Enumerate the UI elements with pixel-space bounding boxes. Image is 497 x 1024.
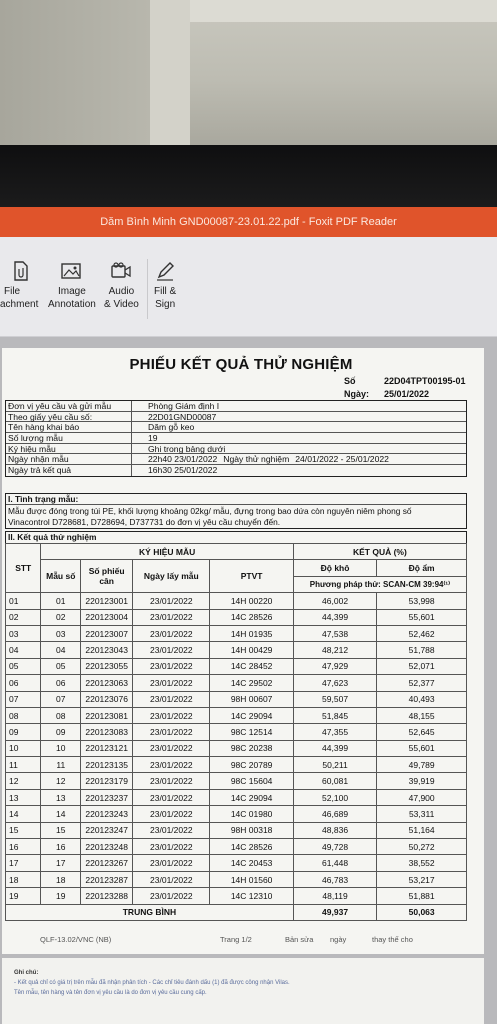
col-ngay-lay: Ngày lấy mẫu	[133, 560, 210, 593]
cell-mau-so: 17	[41, 855, 81, 871]
cell-so-phieu: 220123267	[81, 855, 133, 871]
fill-sign-button[interactable]: Fill & Sign	[154, 261, 176, 311]
cell-do-kho: 47,623	[293, 675, 376, 691]
cell-ptvt: 14H 00429	[210, 642, 293, 658]
table-row	[6, 609, 467, 625]
cell-do-am: 38,552	[377, 855, 467, 871]
cell-ptvt: 14H 01560	[210, 871, 293, 887]
table-row	[6, 806, 467, 822]
window-title: Dăm Bình Minh GND00087-23.01.22.pdf - Foxit PDF Reader	[100, 216, 397, 228]
table-row	[6, 822, 467, 838]
average-do-am: 50,063	[377, 904, 467, 920]
cell-do-am: 52,071	[377, 658, 467, 674]
cell-ngay-lay: 23/01/2022	[133, 642, 210, 658]
background-room	[0, 0, 497, 145]
cell-ngay-lay: 23/01/2022	[133, 822, 210, 838]
cell-stt: 19	[6, 888, 41, 904]
cell-so-phieu: 220123247	[81, 822, 133, 838]
col-ptvt: PTVT	[210, 560, 293, 593]
cell-do-am: 47,900	[377, 789, 467, 805]
cell-do-kho: 46,689	[293, 806, 376, 822]
cell-ptvt: 98C 12514	[210, 724, 293, 740]
cell-do-kho: 47,355	[293, 724, 376, 740]
table-row	[6, 871, 467, 887]
table-row	[6, 625, 467, 641]
ribbon-toolbar	[0, 237, 497, 337]
col-ky-hieu: KÝ HIỆU MẪU	[41, 544, 293, 560]
col-do-am: Độ ẩm	[377, 560, 467, 576]
cell-ngay-lay: 23/01/2022	[133, 871, 210, 887]
sample-condition-section: I. Tình trạng mẫu: Mẫu được đóng trong túi PE, khối lượng khoảng 02kg/ mẫu, đựng trong bao dứa còn nguyên niêm phong số Vinacontrol D728681, D728694, D737731 do đơn vị yêu cầu chuyển đến.	[5, 493, 467, 529]
cell-do-kho: 50,211	[293, 757, 376, 773]
cell-ngay-lay: 23/01/2022	[133, 691, 210, 707]
cell-so-phieu: 220123081	[81, 707, 133, 723]
cell-ptvt: 14C 12310	[210, 888, 293, 904]
average-label: TRUNG BÌNH	[6, 904, 294, 920]
col-so-phieu: Số phiếu cân	[81, 560, 133, 593]
cell-stt: 01	[6, 593, 41, 609]
table-row	[6, 593, 467, 609]
cell-stt: 16	[6, 839, 41, 855]
cell-so-phieu: 220123083	[81, 724, 133, 740]
cell-stt: 07	[6, 691, 41, 707]
ngay-label: Ngày:	[344, 389, 370, 399]
cell-do-kho: 60,081	[293, 773, 376, 789]
results-section: II. Kết quả thử nghiệm	[5, 531, 467, 543]
cell-stt: 12	[6, 773, 41, 789]
cell-do-kho: 59,507	[293, 691, 376, 707]
cell-do-am: 52,377	[377, 675, 467, 691]
cell-stt: 10	[6, 740, 41, 756]
table-row	[6, 789, 467, 805]
cell-do-am: 53,998	[377, 593, 467, 609]
cell-so-phieu: 220123179	[81, 773, 133, 789]
cell-do-am: 53,311	[377, 806, 467, 822]
cell-do-kho: 47,929	[293, 658, 376, 674]
cell-mau-so: 10	[41, 740, 81, 756]
document-title: PHIẾU KẾT QUẢ THỬ NGHIỆM	[129, 356, 353, 373]
cell-so-phieu: 220123288	[81, 888, 133, 904]
table-row	[6, 675, 467, 691]
cell-stt: 13	[6, 789, 41, 805]
cell-ptvt: 14C 29094	[210, 707, 293, 723]
cell-mau-so: 19	[41, 888, 81, 904]
cell-so-phieu: 220123243	[81, 806, 133, 822]
cell-mau-so: 18	[41, 871, 81, 887]
cell-ngay-lay: 23/01/2022	[133, 839, 210, 855]
cell-do-am: 53,217	[377, 871, 467, 887]
cell-so-phieu: 220123121	[81, 740, 133, 756]
cell-do-am: 55,601	[377, 740, 467, 756]
cell-do-kho: 46,002	[293, 593, 376, 609]
so-value: 22D04TPT00195-01	[384, 376, 466, 386]
table-row	[6, 642, 467, 658]
cell-ngay-lay: 23/01/2022	[133, 658, 210, 674]
cell-so-phieu: 220123004	[81, 609, 133, 625]
results-table	[5, 543, 467, 921]
cell-ptvt: 98C 20238	[210, 740, 293, 756]
cell-ngay-lay: 23/01/2022	[133, 773, 210, 789]
file-attachment-button[interactable]: File achment	[4, 261, 38, 311]
cell-ngay-lay: 23/01/2022	[133, 740, 210, 756]
ribbon-separator	[147, 259, 148, 319]
table-row	[6, 773, 467, 789]
cell-stt: 08	[6, 707, 41, 723]
table-row	[6, 658, 467, 674]
cell-so-phieu: 220123043	[81, 642, 133, 658]
table-row	[6, 724, 467, 740]
col-stt: STT	[6, 544, 41, 593]
cell-do-kho: 48,119	[293, 888, 376, 904]
cell-ngay-lay: 23/01/2022	[133, 675, 210, 691]
cell-mau-so: 12	[41, 773, 81, 789]
cell-ngay-lay: 23/01/2022	[133, 593, 210, 609]
cell-ptvt: 14C 20453	[210, 855, 293, 871]
cell-do-am: 51,788	[377, 642, 467, 658]
form-code: QLF-13.02/VNC (NB)	[40, 935, 112, 944]
cell-stt: 02	[6, 609, 41, 625]
audio-video-button[interactable]: Audio & Video	[104, 261, 139, 311]
cell-ptvt: 98H 00318	[210, 822, 293, 838]
cell-ptvt: 14C 29502	[210, 675, 293, 691]
cell-do-am: 51,881	[377, 888, 467, 904]
cell-ngay-lay: 23/01/2022	[133, 806, 210, 822]
cell-do-kho: 44,399	[293, 740, 376, 756]
cell-ptvt: 14H 01935	[210, 625, 293, 641]
cell-so-phieu: 220123063	[81, 675, 133, 691]
cell-do-kho: 51,845	[293, 707, 376, 723]
replaces-label: thay thế cho	[372, 935, 413, 944]
col-ket-qua: KẾT QUẢ (%)	[293, 544, 466, 560]
cell-stt: 14	[6, 806, 41, 822]
wall-pillar	[150, 0, 190, 145]
average-do-kho: 49,937	[293, 904, 376, 920]
cell-ptvt: 14C 28526	[210, 839, 293, 855]
cell-so-phieu: 220123237	[81, 789, 133, 805]
cell-ngay-lay: 23/01/2022	[133, 855, 210, 871]
col-do-kho: Độ khô	[293, 560, 376, 576]
test-method: Phương pháp thử: SCAN-CM 39:94⁽¹⁾	[293, 576, 466, 592]
window-titlebar	[0, 207, 497, 237]
cell-stt: 17	[6, 855, 41, 871]
cell-stt: 15	[6, 822, 41, 838]
cell-do-am: 40,493	[377, 691, 467, 707]
cell-ngay-lay: 23/01/2022	[133, 789, 210, 805]
cell-do-am: 39,919	[377, 773, 467, 789]
table-row	[6, 839, 467, 855]
so-label: Số	[344, 376, 356, 386]
cell-so-phieu: 220123287	[81, 871, 133, 887]
cell-do-kho: 61,448	[293, 855, 376, 871]
table-row	[6, 757, 467, 773]
pen-sign-icon	[154, 261, 176, 281]
cell-ngay-lay: 23/01/2022	[133, 888, 210, 904]
cell-do-am: 49,789	[377, 757, 467, 773]
cell-do-kho: 47,538	[293, 625, 376, 641]
cell-mau-so: 14	[41, 806, 81, 822]
cell-mau-so: 15	[41, 822, 81, 838]
cell-ptvt: 14C 01980	[210, 806, 293, 822]
average-row	[6, 904, 467, 920]
image-icon	[61, 261, 83, 281]
cell-do-am: 52,645	[377, 724, 467, 740]
cell-stt: 06	[6, 675, 41, 691]
cell-ptvt: 14C 28452	[210, 658, 293, 674]
ngay-value: 25/01/2022	[384, 389, 430, 399]
cell-ptvt: 14C 29094	[210, 789, 293, 805]
cell-ngay-lay: 23/01/2022	[133, 609, 210, 625]
cell-ptvt: 14C 28526	[210, 609, 293, 625]
cell-so-phieu: 220123248	[81, 839, 133, 855]
cell-stt: 09	[6, 724, 41, 740]
cell-so-phieu: 220123135	[81, 757, 133, 773]
page-number: Trang 1/2	[220, 935, 252, 944]
cell-mau-so: 03	[41, 625, 81, 641]
col-mau-so: Mẫu số	[41, 560, 81, 593]
cell-mau-so: 02	[41, 609, 81, 625]
cell-stt: 03	[6, 625, 41, 641]
cell-do-kho: 48,836	[293, 822, 376, 838]
cell-ptvt: 98C 15604	[210, 773, 293, 789]
table-row	[6, 888, 467, 904]
cell-mau-so: 01	[41, 593, 81, 609]
cell-do-kho: 44,399	[293, 609, 376, 625]
cell-ngay-lay: 23/01/2022	[133, 625, 210, 641]
cell-do-kho: 48,212	[293, 642, 376, 658]
cell-mau-so: 05	[41, 658, 81, 674]
cell-do-am: 55,601	[377, 609, 467, 625]
image-annotation-button[interactable]: Image Annotation	[48, 261, 96, 311]
cell-mau-so: 07	[41, 691, 81, 707]
cell-so-phieu: 220123055	[81, 658, 133, 674]
paperclip-file-icon	[10, 261, 32, 281]
notes-box: Ghi chú: - Kết quả chỉ có giá trị trên mẫu đã nhận phân tích - Các chỉ tiêu đánh dấu (1) đã được công nhận Vilas. Tên mẫu, tên hàng và tên đơn vị yêu cầu là do đơn vị yêu cầu cung cấp.	[14, 970, 290, 996]
cell-mau-so: 13	[41, 789, 81, 805]
cell-ngay-lay: 23/01/2022	[133, 757, 210, 773]
revision-date-label: ngày	[330, 935, 347, 944]
table-row	[6, 707, 467, 723]
cell-stt: 11	[6, 757, 41, 773]
cell-so-phieu: 220123007	[81, 625, 133, 641]
cell-mau-so: 11	[41, 757, 81, 773]
cell-do-kho: 49,728	[293, 839, 376, 855]
cell-so-phieu: 220123001	[81, 593, 133, 609]
monitor-bezel	[0, 145, 497, 207]
cell-mau-so: 04	[41, 642, 81, 658]
cell-ptvt: 98C 20789	[210, 757, 293, 773]
cell-do-am: 48,155	[377, 707, 467, 723]
cell-stt: 18	[6, 871, 41, 887]
cell-ngay-lay: 23/01/2022	[133, 724, 210, 740]
cell-do-am: 50,272	[377, 839, 467, 855]
revision-label: Bản sửa	[285, 935, 314, 944]
cell-do-am: 51,164	[377, 822, 467, 838]
cell-mau-so: 09	[41, 724, 81, 740]
table-row	[6, 740, 467, 756]
cell-mau-so: 08	[41, 707, 81, 723]
cell-do-kho: 46,783	[293, 871, 376, 887]
table-row	[6, 855, 467, 871]
cell-ngay-lay: 23/01/2022	[133, 707, 210, 723]
cell-ptvt: 14H 00220	[210, 593, 293, 609]
cell-stt: 04	[6, 642, 41, 658]
cell-do-am: 52,462	[377, 625, 467, 641]
sample-info-box: Đơn vị yêu cầu và gửi mẫu Phòng Giám định I Theo giấy yêu cầu số: 22D01GND00087 Tên hàng khai báo Dăm gỗ keo Số lượng mẫu 19 Ký hiệu mẫu Ghi trong bảng dưới Ngày nhận mẫu 22h40 23/01/2022 Ngày thử nghiệm 24/01/2022 - 25/01/2022 Ngày trả kết quả 16h30 25/01/2022	[5, 400, 467, 477]
cell-do-kho: 52,100	[293, 789, 376, 805]
cell-ptvt: 98H 00607	[210, 691, 293, 707]
cell-mau-so: 16	[41, 839, 81, 855]
cell-so-phieu: 220123076	[81, 691, 133, 707]
media-icon	[110, 261, 132, 281]
wall-shadow	[0, 0, 150, 145]
cell-mau-so: 06	[41, 675, 81, 691]
cell-stt: 05	[6, 658, 41, 674]
table-row	[6, 691, 467, 707]
